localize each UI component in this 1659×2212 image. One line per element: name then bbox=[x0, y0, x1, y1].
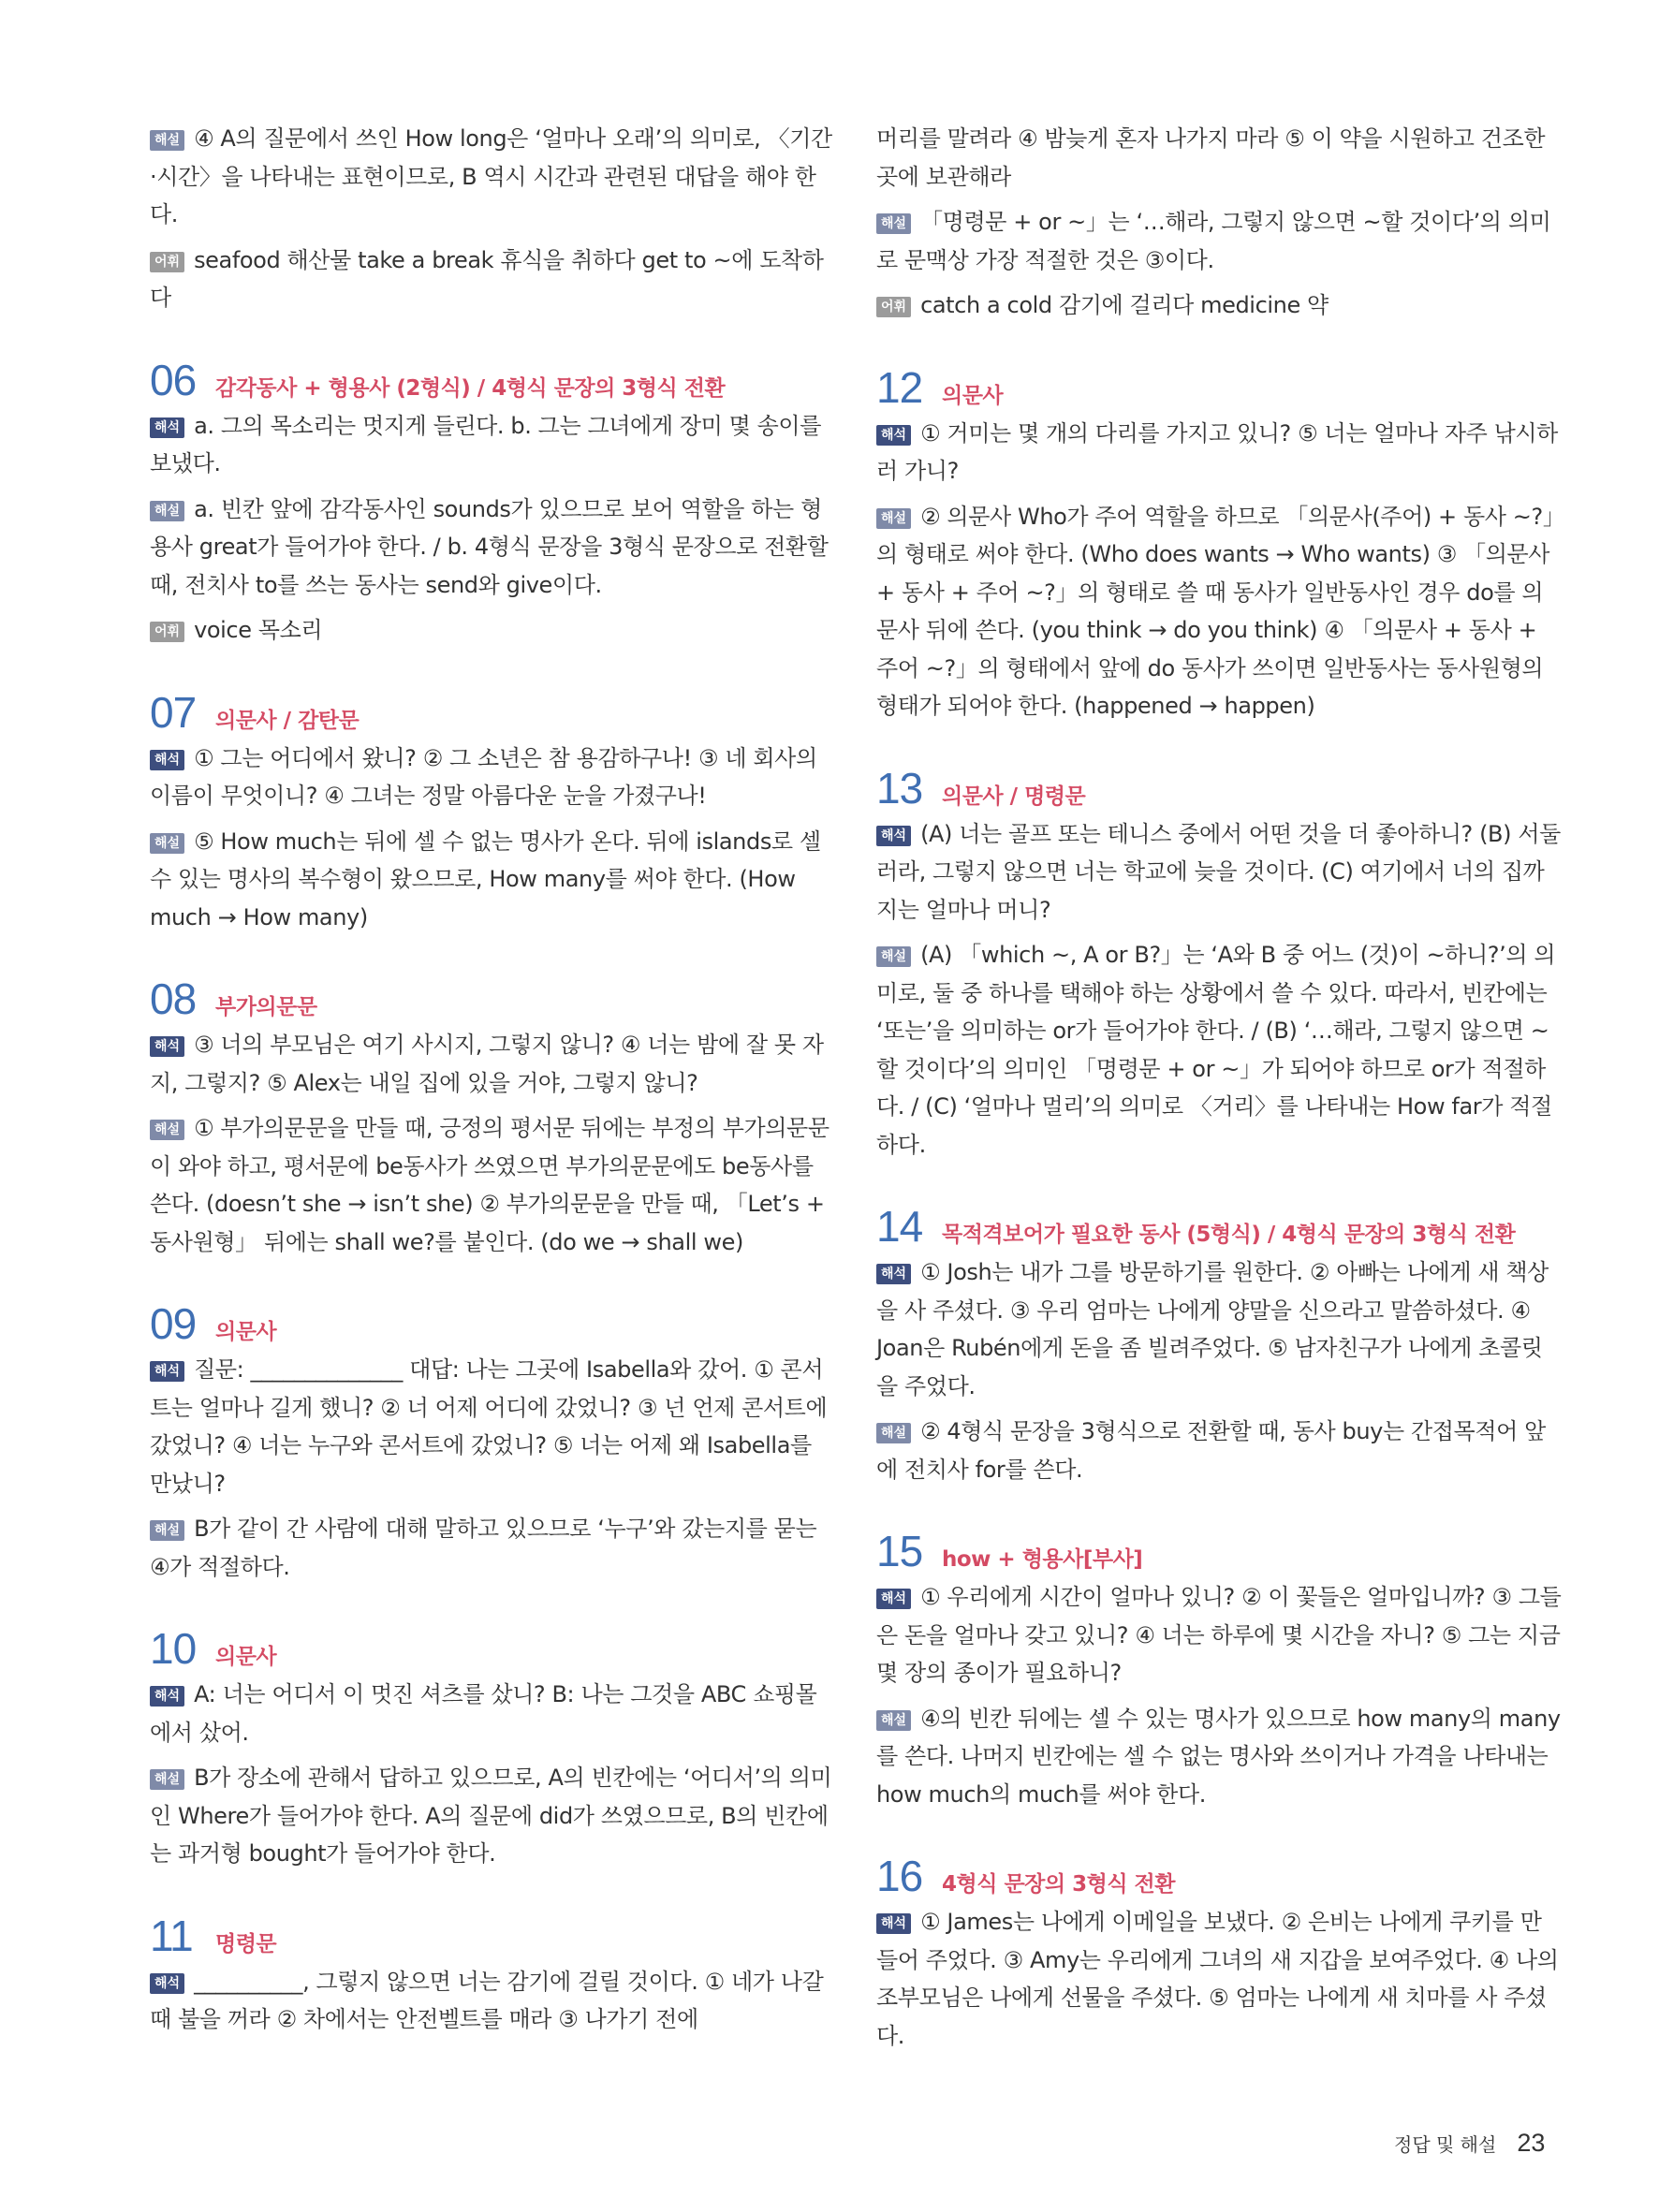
translation-badge: 해석 bbox=[150, 750, 184, 770]
translation-badge: 해석 bbox=[150, 1686, 184, 1707]
explanation-text: (A) 「which ~, A or B?」는 ‘A와 B 중 어느 (것)이 ~하니?’의 의미로, 둘 중 하나를 택해야 하는 상황에서 쓸 수 있다. 따라서, 빈칸에는 ‘또는’을 의미하는 or가 들어가야 한다. / (B) ‘…해라, 그렇지 않으면 ~할 것이다’의 의미인 「명령문 + or ~」가 되어야 하므로 or가 적절하다. / (C) ‘얼마나 멀리’의 의미로 〈거리〉를 나타내는 How far가 적절하다. bbox=[876, 942, 1556, 1158]
section-16 bbox=[876, 1853, 1562, 2055]
explanation-badge: 해설 bbox=[876, 946, 911, 967]
explanation-text: B가 장소에 관해서 답하고 있으므로, A의 빈칸에는 ‘어디서’의 의미인 Where가 들어가야 한다. A의 질문에 did가 쓰였으므로, B의 빈칸에는 과거형 bought가 들어가야 한다. bbox=[150, 1765, 832, 1867]
section-title: 감각동사 + 형용사 (2형식) / 4형식 문장의 3형식 전환 bbox=[215, 375, 726, 401]
translation-badge: 해석 bbox=[876, 1264, 911, 1284]
explanation-badge: 해설 bbox=[876, 1710, 911, 1731]
translation-badge: 해석 bbox=[150, 1973, 184, 1994]
vocab-11: 어휘 catch a cold 감기에 걸리다 medicine 약 bbox=[876, 286, 1562, 325]
vocab-badge: 어휘 bbox=[150, 252, 184, 272]
explanation-badge: 해설 bbox=[876, 508, 911, 529]
section-number: 08 bbox=[150, 974, 197, 1023]
explanation-badge: 해설 bbox=[150, 1120, 184, 1140]
translation-text: ① Josh는 내가 그를 방문하기를 원한다. ② 아빠는 나에게 새 책상을 사 주셨다. ③ 우리 엄마는 나에게 양말을 신으라고 말씀하셨다. ④ Joan은 Rubén에게 돈을 좀 빌려주었다. ⑤ 남자친구가 나에게 초콜릿을 주었다. bbox=[876, 1259, 1549, 1399]
section-number: 13 bbox=[876, 763, 923, 813]
footer-label: 정답 및 해설 bbox=[1394, 2133, 1497, 2156]
section-title: 목적격보어가 필요한 동사 (5형식) / 4형식 문장의 3형식 전환 bbox=[942, 1223, 1516, 1247]
explanation-text: ④의 빈칸 뒤에는 셀 수 있는 명사가 있으므로 how many의 many를 쓴다. 나머지 빈칸에는 셀 수 없는 명사와 쓰이거나 가격을 나타내는 how much의 much를 써야 한다. bbox=[876, 1705, 1561, 1808]
section-number: 07 bbox=[150, 687, 197, 737]
section-number: 12 bbox=[876, 362, 923, 412]
explanation-badge: 해설 bbox=[150, 833, 184, 854]
explanation-badge: 해설 bbox=[876, 1423, 911, 1443]
translation-text: 질문: ______________ 대답: 나는 그곳에 Isabella와 갔어. ① 콘서트는 얼마나 길게 했니? ② 너 어제 어디에 갔었니? ③ 넌 언제 콘서트에 갔었니? ④ 너는 누구와 콘서트에 갔었니? ⑤ 너는 어제 왜 Isabella를 만났니? bbox=[150, 1356, 828, 1497]
explanation-badge: 해설 bbox=[876, 213, 911, 234]
section-title: 부가의문문 bbox=[215, 995, 317, 1019]
translation-badge: 해석 bbox=[876, 1589, 911, 1609]
page-footer bbox=[1394, 2129, 1545, 2158]
section-title: 의문사 / 명령문 bbox=[942, 784, 1086, 809]
section-title: 의문사 bbox=[942, 383, 1004, 408]
section-10 bbox=[150, 1625, 835, 1873]
section-06 bbox=[150, 357, 835, 650]
explanation-text: B가 같이 간 사람에 대해 말하고 있으므로 ‘누구’와 갔는지를 묻는 ④가 적절하다. bbox=[150, 1516, 817, 1580]
section-number: 11 bbox=[150, 1911, 193, 1960]
page-number: 23 bbox=[1517, 2129, 1546, 2157]
translation-text: ① 그는 어디에서 왔니? ② 그 소년은 참 용감하구나! ③ 네 회사의 이름이 무엇이니? ④ 그녀는 정말 아름다운 눈을 가졌구나! bbox=[150, 744, 817, 809]
translation-badge: 해석 bbox=[150, 1036, 184, 1057]
vocab-text: voice 목소리 bbox=[194, 617, 323, 643]
translation-badge: 해석 bbox=[876, 425, 911, 446]
translation-badge: 해석 bbox=[150, 417, 184, 438]
section-number: 06 bbox=[150, 355, 197, 404]
section-12 bbox=[876, 364, 1562, 725]
section-title: 의문사 bbox=[215, 1645, 277, 1669]
explanation-05: 해설 ④ A의 질문에서 쓰인 How long은 ‘얼마나 오래’의 의미로, 〈기간·시간〉을 나타내는 표현이므로, B 역시 시간과 관련된 대답을 해야 한다. bbox=[150, 125, 832, 227]
section-09 bbox=[150, 1300, 835, 1586]
explanation-text: ② 4형식 문장을 3형식으로 전환할 때, 동사 buy는 간접목적어 앞에 전치사 for를 쓴다. bbox=[876, 1418, 1546, 1483]
translation-text: ① 거미는 몇 개의 다리를 가지고 있니? ⑤ 너는 얼마나 자주 낚시하러 가니? bbox=[876, 419, 1558, 484]
vocab-05: 어휘 seafood 해산물 take a break 휴식을 취하다 get to ~에 도착하다 bbox=[150, 246, 824, 311]
section-15 bbox=[876, 1528, 1562, 1813]
section-11 bbox=[150, 1912, 835, 2039]
translation-badge: 해석 bbox=[876, 1913, 911, 1934]
section-07 bbox=[150, 689, 835, 937]
vocab-badge: 어휘 bbox=[876, 297, 911, 317]
section-title: 4형식 문장의 3형식 전환 bbox=[942, 1872, 1175, 1897]
translation-text: a. 그의 목소리는 멋지게 들린다. b. 그는 그녀에게 장미 몇 송이를 보냈다. bbox=[150, 412, 821, 476]
translation-badge: 해석 bbox=[150, 1361, 184, 1382]
section-title: 명령문 bbox=[215, 1931, 277, 1956]
explanation-text: ⑤ How much는 뒤에 셀 수 없는 명사가 온다. 뒤에 islands로 셀 수 있는 명사의 복수형이 왔으므로, How many를 써야 한다. (How much → How many) bbox=[150, 828, 821, 930]
continuation-11: 머리를 말려라 ④ 밤늦게 혼자 나가지 마라 ⑤ 이 약을 시원하고 건조한 곳에 보관해라 bbox=[876, 125, 1546, 190]
explanation-text: ② 의문사 Who가 주어 역할을 하므로 「의문사(주어) + 동사 ~?」의 형태로 써야 한다. (Who does wants → Who wants) ③ 「의문사 + 동사 + 주어 ~?」의 형태로 쓸 때 동사가 일반동사인 경우 do를 의문사 뒤에 쓴다. (you think → do you think) ④ 「의문사 + 동사 + 주어 ~?」의 형태에서 앞에 do 동사가 쓰이면 일반동사는 동사원형의 형태가 되어야 한다. (happened → happen) bbox=[876, 503, 1554, 719]
translation-text: ① 우리에게 시간이 얼마나 있니? ② 이 꽃들은 얼마입니까? ③ 그들은 돈을 얼마나 갖고 있니? ④ 너는 하루에 몇 시간을 자니? ⑤ 그는 지금 몇 장의 종이가 필요하니? bbox=[876, 1584, 1562, 1686]
translation-text: (A) 너는 골프 또는 테니스 중에서 어떤 것을 더 좋아하니? (B) 서둘러라, 그렇지 않으면 너는 학교에 늦을 것이다. (C) 여기에서 너의 집까지는 얼마나 머니? bbox=[876, 820, 1561, 923]
section-title: 의문사 bbox=[215, 1320, 277, 1344]
explanation-badge: 해설 bbox=[150, 1520, 184, 1541]
section-title: how + 형용사[부사] bbox=[942, 1547, 1143, 1572]
section-title: 의문사 / 감탄문 bbox=[215, 708, 360, 733]
left-column bbox=[150, 120, 835, 2046]
section-08 bbox=[150, 975, 835, 1261]
section-number: 16 bbox=[876, 1852, 923, 1900]
translation-text: ① James는 나에게 이메일을 보냈다. ② 은비는 나에게 쿠키를 만들어 주었다. ③ Amy는 우리에게 그녀의 새 지갑을 보여주었다. ④ 나의 조부모님은 나에게 선물을 주셨다. ⑤ 엄마는 나에게 새 치마를 사 주셨다. bbox=[876, 1909, 1559, 2049]
section-number: 10 bbox=[150, 1624, 197, 1673]
section-13 bbox=[876, 765, 1562, 1165]
section-number: 15 bbox=[876, 1527, 923, 1575]
explanation-text: ① 부가의문문을 만들 때, 긍정의 평서문 뒤에는 부정의 부가의문문이 와야 하고, 평서문에 be동사가 쓰였으면 부가의문문에도 be동사를 쓴다. (doesn’t she → isn’t she) ② 부가의문문을 만들 때, 「Let’s + 동사원형」 뒤에는 shall we?를 붙인다. (do we → shall we) bbox=[150, 1115, 830, 1255]
explanation-badge: 해설 bbox=[150, 130, 184, 151]
vocab-badge: 어휘 bbox=[150, 622, 184, 642]
section-number: 09 bbox=[150, 1299, 197, 1348]
explanation-text: a. 빈칸 앞에 감각동사인 sounds가 있으므로 보어 역할을 하는 형용사 great가 들어가야 한다. / b. 4형식 문장을 3형식 문장으로 전환할 때, 전치사 to를 쓰는 동사는 send와 give이다. bbox=[150, 495, 829, 598]
explanation-badge: 해설 bbox=[150, 1769, 184, 1790]
translation-badge: 해석 bbox=[876, 826, 911, 846]
right-column bbox=[876, 120, 1562, 2062]
explanation-11: 해설 「명령문 + or ~」는 ‘…해라, 그렇지 않으면 ~할 것이다’의 의미로 문맥상 가장 적절한 것은 ③이다. bbox=[876, 209, 1551, 273]
explanation-badge: 해설 bbox=[150, 501, 184, 521]
section-number: 14 bbox=[876, 1202, 923, 1251]
translation-text: A: 너는 어디서 이 멋진 셔츠를 샀니? B: 나는 그것을 ABC 쇼핑몰에서 샀어. bbox=[150, 1681, 817, 1746]
translation-text: __________, 그렇지 않으면 너는 감기에 걸릴 것이다. ① 네가 나갈 때 불을 꺼라 ② 차에서는 안전벨트를 매라 ③ 나가기 전에 bbox=[150, 1968, 824, 2032]
section-14 bbox=[876, 1203, 1562, 1488]
translation-text: ③ 너의 부모님은 여기 사시지, 그렇지 않니? ④ 너는 밤에 잘 못 자지, 그렇지? ⑤ Alex는 내일 집에 있을 거야, 그렇지 않니? bbox=[150, 1032, 824, 1096]
